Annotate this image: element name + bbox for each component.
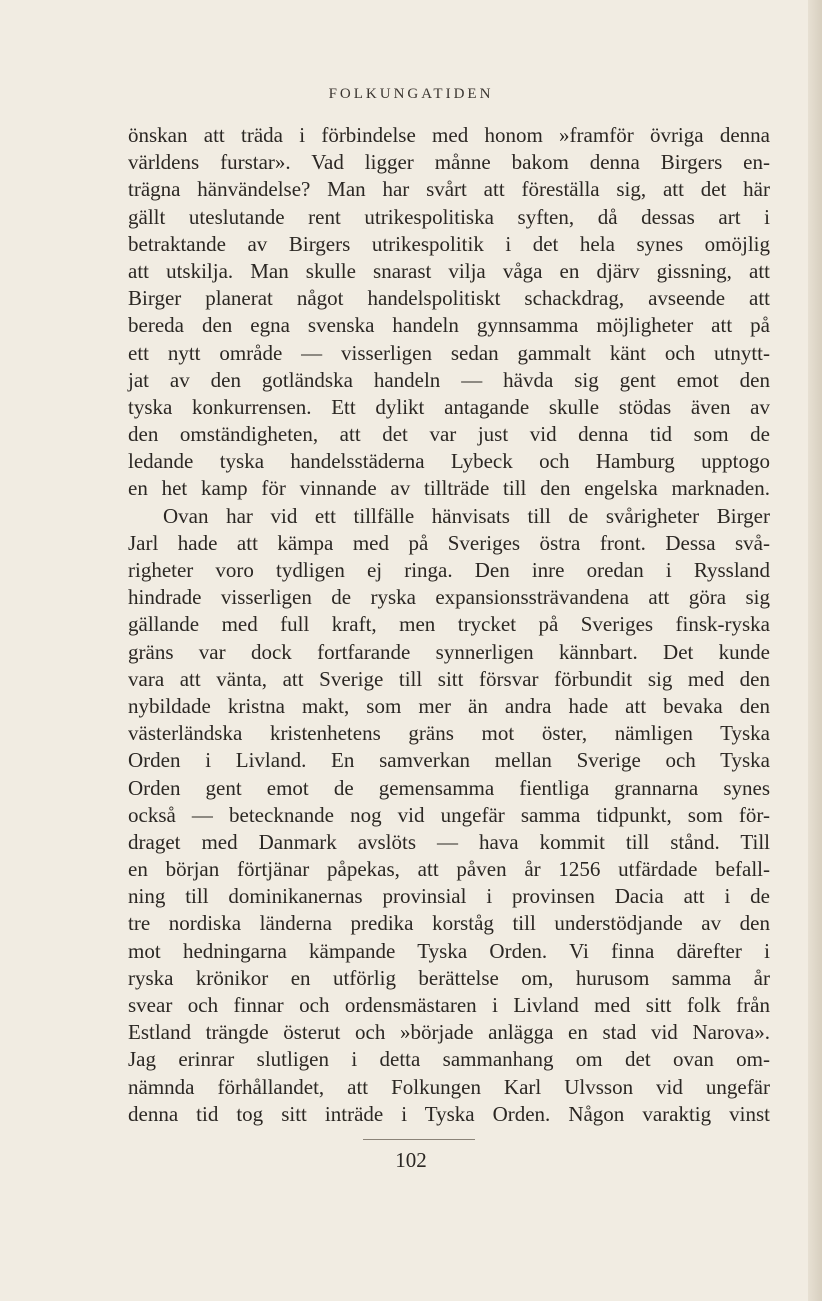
text-line: denna tid tog sitt inträde i Tyska Orden. Någon varaktig vinst — [128, 1101, 770, 1126]
text-line: trägna hänvändelse? Man har svårt att föreställa sig, att det här — [128, 177, 770, 202]
page-edge — [808, 0, 822, 1301]
text-line: Orden gent emot de gemensamma fientliga grannarna synes — [128, 775, 770, 800]
text-line: Ovan har vid ett tillfälle hänvisats till de svårigheter Birger — [163, 503, 770, 528]
text-line: att utskilja. Man skulle snarast vilja våga en djärv gissning, att — [128, 258, 770, 283]
text-line: svear och finnar och ordensmästaren i Livland med sitt folk från — [128, 993, 770, 1017]
text-line: ledande tyska handelsstäderna Lybeck och Hamburg upptogo — [128, 449, 770, 474]
text-line: Birger planerat något handelspolitiskt schackdrag, avseende att — [128, 286, 770, 311]
text-line: gällt uteslutande rent utrikespolitiska syften, då dessas art i — [128, 204, 770, 229]
text-line: nybildade kristna makt, som mer än andra hade att bevaka den — [128, 693, 770, 718]
body-text — [128, 122, 770, 1128]
text-line: jat av den gotländska handeln — hävda sig gent emot den — [128, 367, 770, 392]
text-line: vara att vänta, att Sverige till sitt försvar förbundit sig med den — [128, 666, 770, 691]
text-line: västerländska kristenhetens gräns mot öster, nämligen Tyska — [128, 721, 770, 746]
footer-rule — [363, 1139, 475, 1140]
text-line: Estland trängde österut och »började anlägga en stad vid Narova». — [128, 1020, 770, 1045]
text-line: den omständigheten, att det var just vid denna tid som de — [128, 422, 770, 447]
text-line: hindrade visserligen de ryska expansionssträvandena att göra sig — [128, 585, 770, 610]
text-line: Jarl hade att kämpa med på Sveriges östra front. Dessa svå- — [128, 530, 770, 555]
running-header: FOLKUNGATIDEN — [328, 86, 494, 102]
text-line: righeter voro tydligen ej ringa. Den inre oredan i Ryssland — [128, 558, 770, 582]
text-line: önskan att träda i förbindelse med honom »framför övriga denna — [128, 123, 770, 147]
text-line: gällande med full kraft, men trycket på Sveriges finsk-ryska — [128, 612, 770, 637]
text-line: tyska konkurrensen. Ett dylikt antagande skulle stödas även av — [128, 394, 770, 419]
text-line: en het kamp för vinnande av tillträde till den engelska marknaden. — [128, 476, 770, 501]
text-line: världens furstar». Vad ligger månne bakom denna Birgers en- — [128, 150, 770, 175]
text-line: Orden i Livland. En samverkan mellan Sverige och Tyska — [128, 748, 770, 773]
text-line: nämnda förhållandet, att Folkungen Karl Ulvsson vid ungefär — [128, 1074, 770, 1099]
text-line: också — betecknande nog vid ungefär samma tidpunkt, som för- — [128, 802, 770, 827]
text-line: bereda den egna svenska handeln gynnsamma möjligheter att på — [128, 313, 770, 338]
text-line: gräns var dock fortfarande synnerligen kännbart. Det kunde — [128, 639, 770, 664]
text-line: ett nytt område — visserligen sedan gammalt känt och utnytt- — [128, 340, 770, 365]
text-line: ryska krönikor en utförlig berättelse om, hurusom samma år — [128, 965, 770, 990]
text-line: tre nordiska länderna predika korståg till understödjande av den — [128, 911, 770, 936]
text-line: draget med Danmark avslöts — hava kommit till stånd. Till — [128, 829, 770, 854]
text-line: ning till dominikanernas provinsial i provinsen Dacia att i de — [128, 884, 770, 909]
text-line: Jag erinrar slutligen i detta sammanhang om det ovan om- — [128, 1047, 770, 1072]
text-line: mot hedningarna kämpande Tyska Orden. Vi finna därefter i — [128, 938, 770, 963]
text-line: en början förtjänar påpekas, att påven år 1256 utfärdade befall- — [128, 857, 770, 882]
text-line: betraktande av Birgers utrikespolitik i det hela synes omöjlig — [128, 231, 770, 256]
page-number: 102 — [395, 1148, 427, 1172]
